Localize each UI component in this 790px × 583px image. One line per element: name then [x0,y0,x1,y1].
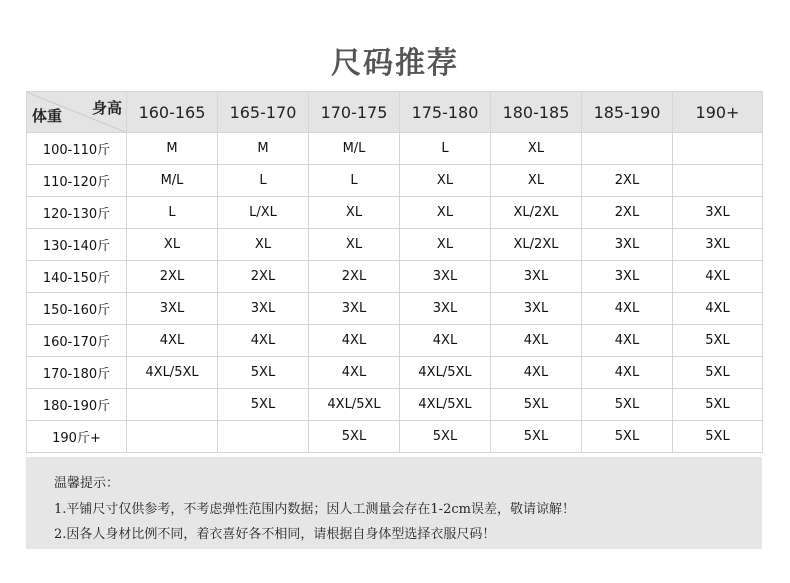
size-cell: 4XL/5XL [127,357,218,389]
size-cell: 3XL [400,261,491,293]
size-cell: 5XL [309,421,400,453]
height-header: 165-170 [218,92,309,133]
size-cell: 4XL [673,261,763,293]
size-cell: XL [309,197,400,229]
size-cell [127,389,218,421]
size-cell: M [218,133,309,165]
size-cell: XL [400,165,491,197]
size-cell: XL [127,229,218,261]
size-cell: 4XL [491,357,582,389]
tips-heading: 温馨提示： [54,476,120,491]
table-row [27,229,763,261]
size-cell: 4XL/5XL [400,389,491,421]
weight-range-cell: 190斤+ [27,421,127,453]
weight-range-cell: 130-140斤 [27,229,127,261]
table-row [27,197,763,229]
size-cell: XL/2XL [491,197,582,229]
size-cell: 5XL [491,389,582,421]
size-cell: 4XL [309,325,400,357]
size-cell: 4XL [582,357,673,389]
size-cell: 5XL [218,389,309,421]
size-cell: 2XL [309,261,400,293]
weight-range-cell: 170-180斤 [27,357,127,389]
size-cell: 5XL [582,389,673,421]
size-cell: XL [400,229,491,261]
size-cell: 4XL [491,325,582,357]
table-row [27,261,763,293]
height-header: 190+ [673,92,763,133]
size-cell: 2XL [582,165,673,197]
corner-cell [27,92,127,133]
height-axis-label: 身高 [91,99,122,117]
size-cell: 4XL [400,325,491,357]
weight-range-cell: 100-110斤 [27,133,127,165]
size-cell: XL [491,165,582,197]
height-header: 185-190 [582,92,673,133]
size-cell: L [400,133,491,165]
size-cell: 5XL [673,325,763,357]
size-cell: M/L [309,133,400,165]
size-cell: XL [491,133,582,165]
size-cell [582,133,673,165]
size-cell: 3XL [127,293,218,325]
size-cell: 3XL [673,229,763,261]
size-cell: 4XL [309,357,400,389]
size-cell: L [309,165,400,197]
weight-range-cell: 110-120斤 [27,165,127,197]
size-cell: XL [400,197,491,229]
tip-line-1: 1.平铺尺寸仅供参考，不考虑弹性范围内数据；因人工测量会存在1-2cm误差，敬请谅解！ [54,502,575,517]
header-row [27,92,763,133]
size-cell: XL/2XL [491,229,582,261]
size-cell: L [218,165,309,197]
table-row [27,389,763,421]
size-cell: L/XL [218,197,309,229]
size-cell: 4XL [673,293,763,325]
size-cell: 3XL [491,261,582,293]
size-cell: M [127,133,218,165]
height-header: 160-165 [127,92,218,133]
size-cell: 3XL [582,229,673,261]
size-cell: 5XL [582,421,673,453]
weight-range-cell: 180-190斤 [27,389,127,421]
size-cell [127,421,218,453]
table-row [27,325,763,357]
weight-range-cell: 160-170斤 [27,325,127,357]
size-cell: XL [218,229,309,261]
size-cell: 5XL [673,421,763,453]
tip-line-2: 2.因各人身材比例不同，着衣喜好各不相同，请根据自身体型选择衣服尺码！ [54,527,496,542]
size-cell: 4XL [127,325,218,357]
size-cell: M/L [127,165,218,197]
height-header: 180-185 [491,92,582,133]
size-cell: L [127,197,218,229]
size-cell: 3XL [309,293,400,325]
weight-axis-label: 体重 [32,107,63,125]
size-cell: 3XL [491,293,582,325]
table-row [27,165,763,197]
size-cell [218,421,309,453]
size-cell [673,133,763,165]
size-cell: 2XL [127,261,218,293]
table-row [27,421,763,453]
height-header: 170-175 [309,92,400,133]
size-cell: 3XL [582,261,673,293]
size-cell: 5XL [491,421,582,453]
size-cell: 2XL [582,197,673,229]
size-cell: 4XL [218,325,309,357]
size-cell: 3XL [673,197,763,229]
size-cell: 5XL [673,389,763,421]
size-cell: 4XL/5XL [309,389,400,421]
size-cell: 4XL [582,325,673,357]
weight-range-cell: 150-160斤 [27,293,127,325]
page-title: 尺码推荐 [331,46,459,81]
size-cell: 5XL [673,357,763,389]
size-cell: 5XL [400,421,491,453]
weight-range-cell: 140-150斤 [27,261,127,293]
table-row [27,133,763,165]
table-row [27,357,763,389]
size-cell: 4XL/5XL [400,357,491,389]
size-cell: 3XL [400,293,491,325]
height-header: 175-180 [400,92,491,133]
tips-box [26,457,762,549]
size-cell [673,165,763,197]
size-cell: 2XL [218,261,309,293]
size-cell: 5XL [218,357,309,389]
size-cell: 3XL [218,293,309,325]
size-cell: XL [309,229,400,261]
weight-range-cell: 120-130斤 [27,197,127,229]
size-cell: 4XL [582,293,673,325]
size-chart-table [26,91,763,453]
table-row [27,293,763,325]
